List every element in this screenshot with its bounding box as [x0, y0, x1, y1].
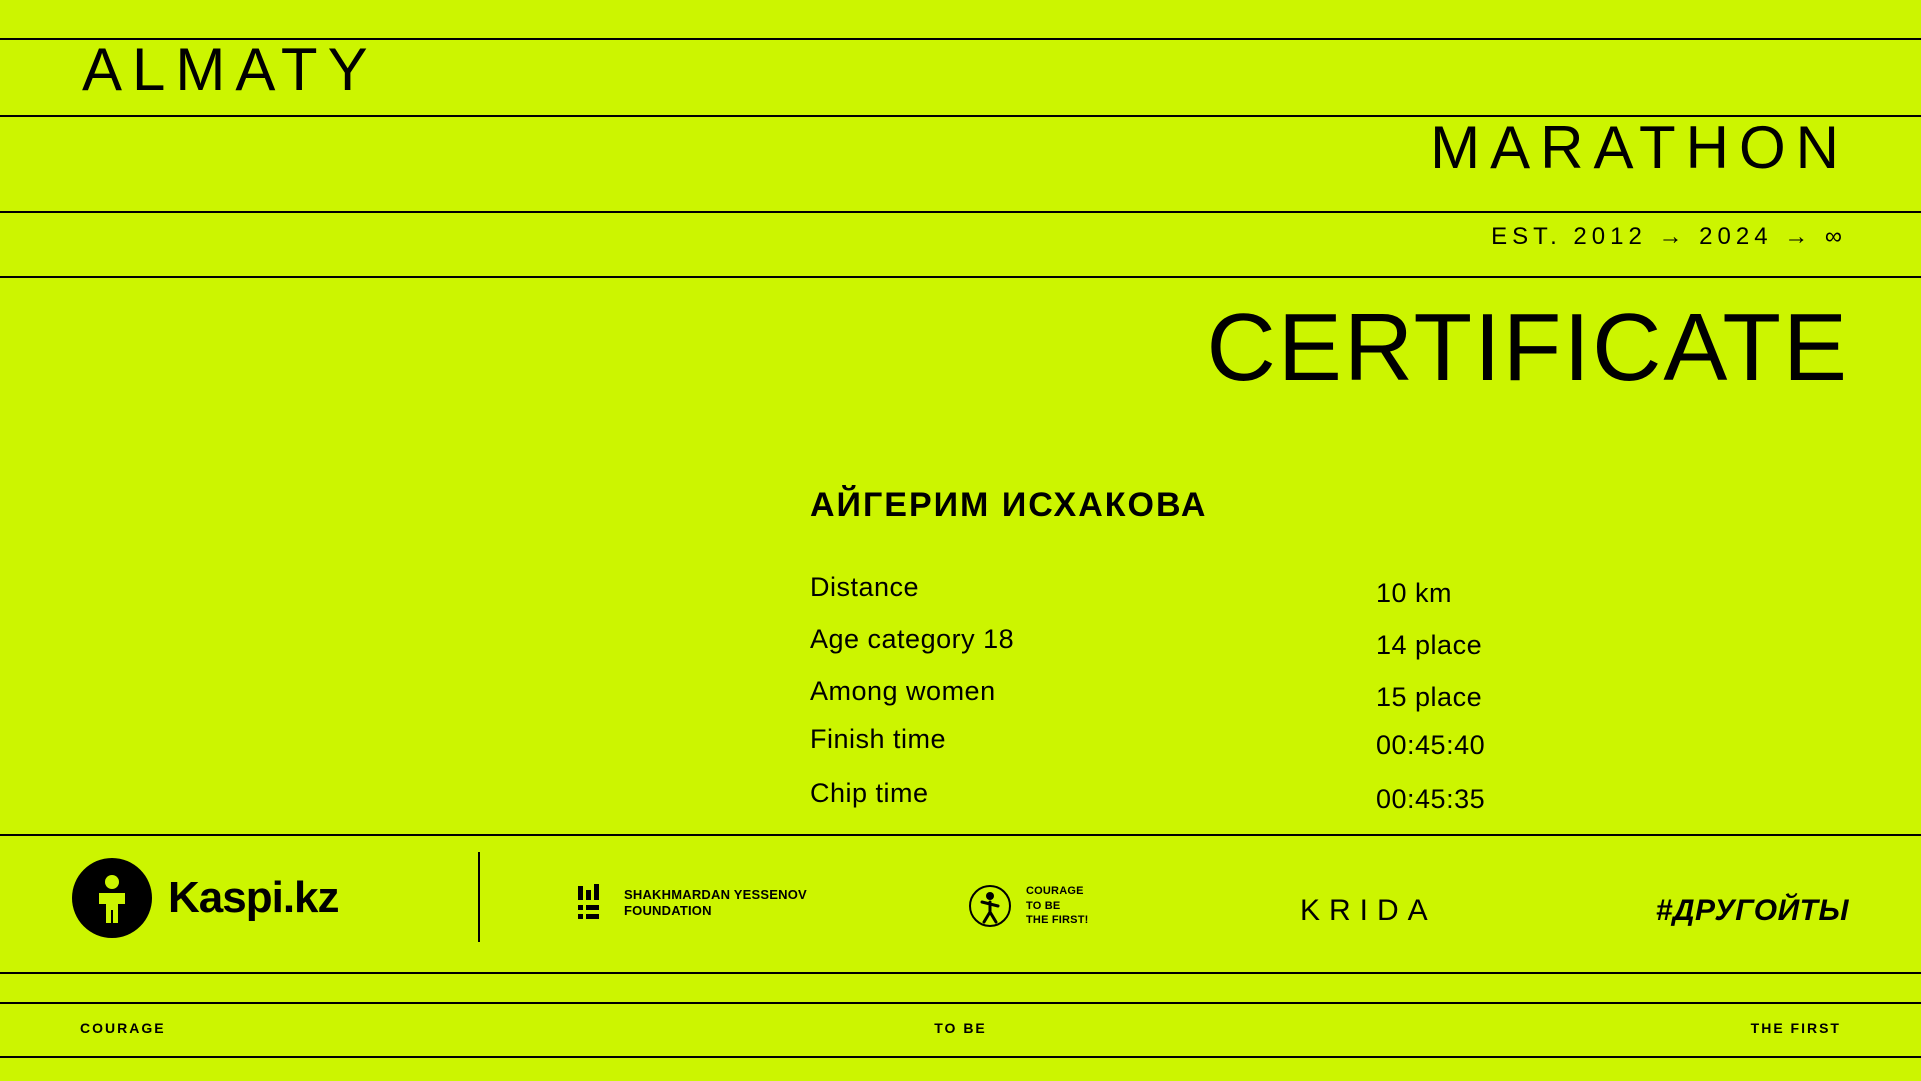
sponsor-kaspi — [72, 858, 339, 938]
certificate-footer — [0, 1004, 1921, 1058]
result-label: Finish time — [810, 724, 947, 754]
table-row — [810, 572, 1670, 624]
result-label: Age category 18 — [810, 624, 1015, 654]
brand-almaty: ALMATY — [82, 36, 378, 103]
corporate-fund-seal-icon — [962, 878, 1018, 934]
sponsor-divider — [478, 852, 480, 942]
result-value: 15 place — [1376, 682, 1483, 712]
yessenov-label — [624, 887, 807, 920]
footer-left-text: COURAGE — [80, 1020, 166, 1036]
table-row — [810, 724, 1670, 778]
footer-center-text: TO BE — [934, 1020, 987, 1036]
sponsor-yessenov — [578, 884, 807, 922]
result-value: 00:45:40 — [1376, 730, 1486, 760]
person-icon — [89, 873, 135, 923]
kaspi-label: Kaspi.kz — [168, 873, 339, 922]
result-value: 10 km — [1376, 578, 1453, 608]
result-value: 00:45:35 — [1376, 784, 1486, 814]
corporate-line-3: THE FIRST! — [1026, 914, 1089, 927]
kaspi-logo-icon — [72, 858, 152, 938]
footer-right-text: THE FIRST — [1750, 1020, 1841, 1036]
page-title: CERTIFICATE — [1206, 294, 1849, 401]
yessenov-line-1: SHAKHMARDAN YESSENOV — [624, 886, 807, 902]
brand-marathon: MARATHON — [1430, 114, 1849, 181]
corporate-fund-label — [1026, 884, 1089, 929]
sponsor-hashtag: #ДРУГОЙТЫ — [1655, 894, 1849, 927]
results-table — [810, 572, 1670, 830]
result-value: 14 place — [1376, 630, 1483, 660]
table-row — [810, 624, 1670, 676]
result-label: Chip time — [810, 778, 929, 808]
recipient-name: АЙГЕРИМ ИСХАКОВА — [810, 486, 1208, 524]
result-label: Distance — [810, 572, 920, 602]
yessenov-mark-icon — [578, 884, 612, 922]
yessenov-line-2: FOUNDATION — [624, 903, 712, 918]
sponsor-strip — [0, 836, 1921, 974]
established-line: EST. 2012 → 2024 → ∞ — [1491, 223, 1847, 250]
result-label: Among women — [810, 676, 996, 706]
sponsor-corporate-fund — [962, 878, 1089, 934]
table-row — [810, 778, 1670, 830]
corporate-line-2: TO BE — [1026, 899, 1061, 912]
table-row — [810, 676, 1670, 724]
corporate-line-1: COURAGE — [1026, 884, 1084, 897]
certificate-header — [0, 0, 1921, 278]
sponsor-krida: KRIDA — [1300, 894, 1437, 927]
